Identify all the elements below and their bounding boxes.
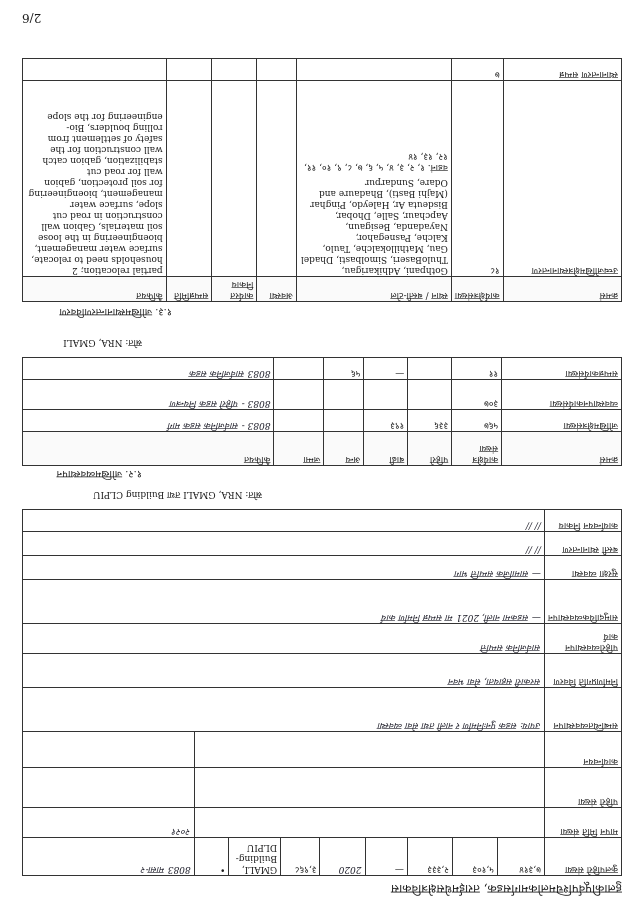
table-cell: GMALI, Building-DLPIU <box>229 838 281 876</box>
table-cell: ३,९६८ <box>281 838 320 876</box>
risk-table <box>22 357 622 466</box>
handwritten-note: उपाय: सडक पुनःनिर्माण र नाली तथा सेवा व्यवस्था <box>23 688 545 732</box>
column-header: क्रमसं <box>503 277 621 302</box>
table-cell <box>274 358 324 380</box>
row-label: कार्यान्वयन निकाय <box>544 510 621 532</box>
table-cell <box>23 59 167 81</box>
row-label: जोखिमक्षेत्रसंख्या <box>502 410 622 432</box>
table-cell: ५,१०३ <box>452 838 497 876</box>
column-header: कैफियत <box>23 277 167 302</box>
table-cell <box>257 59 296 81</box>
table-cell <box>194 768 544 808</box>
row-label: सम्पन्नकार्यसंख्या <box>502 358 622 380</box>
row-label: पहिरोव्यवस्थापन कार्य <box>544 624 621 654</box>
table-row <box>23 688 622 732</box>
table-cell: ५६७ <box>452 410 502 432</box>
table-cell <box>408 380 452 410</box>
column-header: सम्पन्नमिति <box>166 277 212 302</box>
table-cell: 2020 <box>320 838 365 876</box>
column-header: जम्मा <box>274 432 324 466</box>
table-row <box>23 654 622 688</box>
table-row <box>23 410 622 432</box>
table-row <box>23 808 622 838</box>
table-cell <box>166 81 212 277</box>
table-cell: २,३३३ <box>407 838 452 876</box>
handwritten-note: // // <box>23 532 545 556</box>
handwritten-note: 8083 सार्वजनिक सडक <box>23 358 274 380</box>
column-header: अवस्था <box>257 277 296 302</box>
handwritten-note: 8083 मासा-२ <box>23 838 195 876</box>
table-cell: ११ <box>452 358 502 380</box>
row-label: निर्माणप्रगति विवरण <box>544 654 621 688</box>
column-header: कार्यरत निकाय <box>212 277 257 302</box>
handwritten-note: सरकारी सहायता, सेवा भवन <box>23 654 545 688</box>
table-cell <box>212 59 257 81</box>
handwritten-note: — सडकमा नाली, 2021 मा सम्पन्न निर्माण कार्य <box>23 580 545 624</box>
section-heading: १.२. जोखिमव्यवस्थापन <box>56 468 142 479</box>
table-cell <box>212 81 257 277</box>
table-row <box>23 556 622 580</box>
table-cell <box>364 380 408 410</box>
column-header: क्रमसं <box>502 432 622 466</box>
row-label: बस्ती स्थानान्तरण <box>544 532 621 556</box>
table-cell: ३०७ <box>452 380 502 410</box>
table-cell: — <box>365 838 407 876</box>
row-label: पहिरो संख्या <box>544 768 621 808</box>
table-cell: १९३ <box>364 410 408 432</box>
column-header: स्थान / बस्ती-टोल <box>296 277 451 302</box>
table-cell <box>324 410 364 432</box>
row-label: कार्यान्वयन <box>544 732 621 768</box>
section-heading: १.३. जोखिमस्थानान्तरणविवरण <box>59 306 172 317</box>
relocation-table <box>22 58 622 302</box>
progress-table <box>22 509 622 876</box>
table-cell <box>23 732 195 768</box>
table-row <box>23 768 622 808</box>
table-row <box>23 81 622 277</box>
table-row <box>23 624 622 654</box>
column-header: पहिरो <box>408 432 452 466</box>
column-header: बाढी <box>364 432 408 466</box>
column-header: कार्यक्षेत्रसंख्या <box>451 277 503 302</box>
row-label: स्थानान्तरण सम्पन्न <box>503 59 621 81</box>
handwritten-note: // // <box>23 510 545 532</box>
table-cell <box>166 59 212 81</box>
column-header: अन्य <box>324 432 364 466</box>
table-row <box>23 580 622 624</box>
column-header: कैफियत <box>23 432 274 466</box>
table-cell: ७,३१४ <box>497 838 544 876</box>
table-cell <box>23 768 195 808</box>
row-label: सामुदायिकव्यवस्थापन <box>544 580 621 624</box>
table-row <box>23 532 622 556</box>
page-number: 2/6 <box>22 11 42 25</box>
source-note: स्रोत: NRA, GMALI तथा Building CLPIU <box>92 489 262 499</box>
column-header: कार्यक्षेत्र संख्या <box>452 432 502 466</box>
page-header: हुलाकीपूर्वपश्चिमलोकमार्गसडक, तराईमधेसक्षेत्रविकास <box>391 882 622 896</box>
row-label: कुलपहिरो संख्या <box>544 838 621 876</box>
table-cell <box>194 808 544 838</box>
table-row <box>23 59 622 81</box>
handwritten-note: २०२१ <box>23 808 195 838</box>
source-note: स्रोत: NRA, GMALI <box>63 337 142 347</box>
table-cell: — <box>364 358 408 380</box>
row-label: सुरक्षा व्यवस्था <box>544 556 621 580</box>
table-cell <box>257 81 296 277</box>
table-cell <box>274 410 324 432</box>
table-row <box>23 510 622 532</box>
handwritten-note: 8083 - सार्वजनिक सडक मार्ग <box>23 410 274 432</box>
table-cell: ३३६ <box>408 410 452 432</box>
handwritten-note: सार्वजनिक सम्पत्ति <box>23 624 545 654</box>
row-label: उच्चजोखिमक्षेत्रस्थानान्तरण <box>503 81 621 277</box>
row-label: व्यवस्थापनकार्यसंख्या <box>502 380 622 410</box>
table-row <box>23 838 622 876</box>
table-cell: partial relocation; 2 households need to relocate, surface water management, bioengineering in the loose soil materials, Gabion wall construction in road cut slope, surface water management, bioengineering for soil protection, gabion wall for road cut stabilization, gabion catch wall construction for the safety of settlement from rolling boulders, Bio-engineering for the slope <box>23 81 167 277</box>
table-row <box>23 732 622 768</box>
handwritten-note: — सामाजिक सम्पत्ति भाग <box>23 556 545 580</box>
table-cell: ७ <box>451 59 503 81</box>
table-cell <box>296 81 451 277</box>
row-label: मापन मिति संख्या <box>544 808 621 838</box>
table-header-row <box>23 432 622 466</box>
table-row <box>23 380 622 410</box>
table-row <box>23 358 622 380</box>
ward-list: वडानं. १, २, ३, ४, ५, ६, ७, ८, ९, १०, ११, १२, १३, १४ <box>304 151 448 172</box>
table-cell: • <box>194 838 229 876</box>
table-cell <box>324 380 364 410</box>
place-list: Gothpani, Adhikarigau, ThuloBaseri, Simolbasti, Dhadel Gau, Mathillokalche, Taulo, Kalche, Pasnegahor, Nayadanda, Besigaun, Aapchaur, Salle, Dhobar, Bisdeuta Ar, Haleydo, Pinghar (Majhi Basti), Bhadaure and Odare, Sundarpur <box>300 177 448 275</box>
handwritten-note: 8083 - पहिरो सडक नियन्त्रण <box>23 380 274 410</box>
table-cell <box>194 732 544 768</box>
row-label: सम्बन्धितव्यवस्थापन <box>544 688 621 732</box>
table-cell: १८ <box>451 81 503 277</box>
table-header-row <box>23 277 622 302</box>
table-cell <box>408 358 452 380</box>
table-cell <box>296 59 451 81</box>
table-cell: ५६ <box>324 358 364 380</box>
table-cell <box>274 380 324 410</box>
